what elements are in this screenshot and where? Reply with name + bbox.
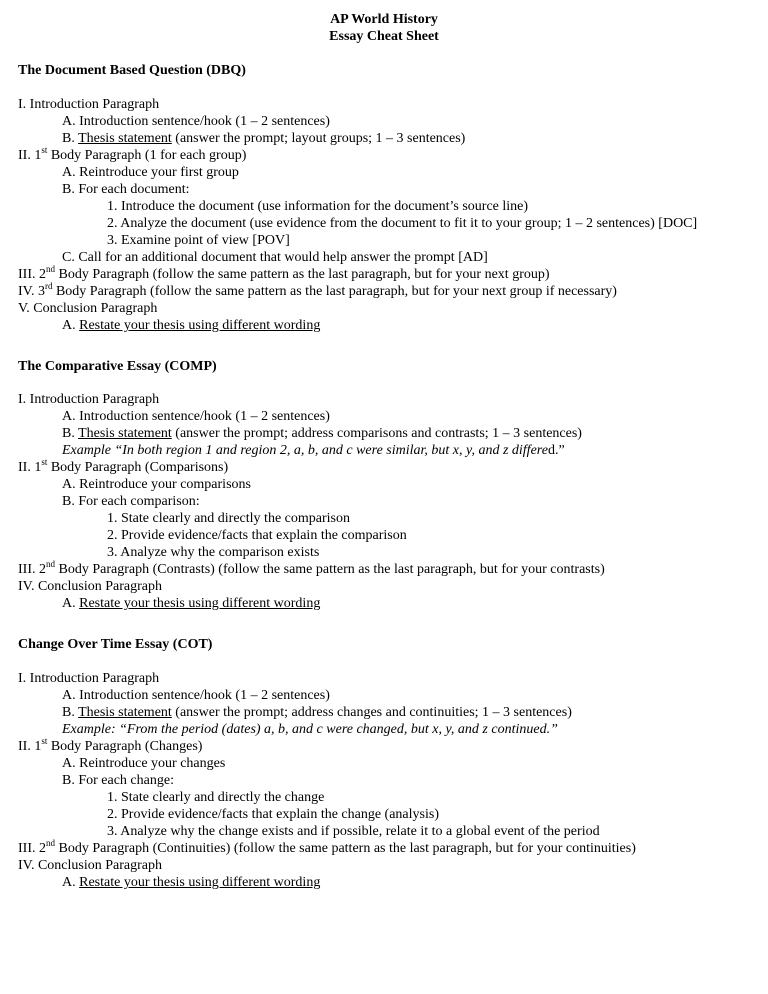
cot-example: Example: “From the period (dates) a, b, and c were changed, but x, y, and z continued.” (62, 722, 558, 737)
comp-line-5-rest: Body Paragraph (Comparisons) (47, 460, 229, 475)
comp-line-6: A. Reintroduce your comparisons (62, 477, 251, 492)
comp-line-13-prefix: A. (62, 596, 80, 611)
dbq-line-14-prefix: A. (62, 318, 80, 333)
cot-line-5 (18, 738, 202, 755)
cot-line-10: 3. Analyze why the change exists and if possible, relate it to a global event of the period (107, 824, 600, 839)
cot-line-1: I. Introduction Paragraph (18, 671, 160, 686)
dbq-line-10: C. Call for an additional document that would help answer the prompt [AD] (62, 250, 488, 265)
comp-line-11-rest: Body Paragraph (Contrasts) (follow the same pattern as the last paragraph, but for your contrasts) (55, 562, 605, 577)
comp-line-9: 2. Provide evidence/facts that explain the comparison (107, 528, 407, 543)
comp-line-13 (62, 595, 320, 612)
cot-line-8: 1. State clearly and directly the change (107, 790, 325, 805)
comp-line-3 (62, 425, 582, 442)
document-title: AP World History (330, 12, 438, 27)
dbq-line-11-sup: nd (46, 264, 55, 274)
comp-thesis-term: Thesis statement (78, 426, 172, 441)
dbq-line-3 (62, 130, 465, 147)
comp-line-11-sup: nd (46, 559, 55, 569)
cot-restate-thesis: Restate your thesis using different wording (79, 875, 321, 890)
dbq-line-12-prefix: IV. 3 (18, 284, 45, 299)
dbq-heading: The Document Based Question (DBQ) (18, 63, 246, 78)
comp-line-3-rest: (answer the prompt; address comparisons and contrasts; 1 – 3 sentences) (171, 426, 582, 441)
dbq-line-13: V. Conclusion Paragraph (18, 301, 158, 316)
comp-example-end: d.” (547, 443, 565, 458)
dbq-line-11-rest: Body Paragraph (follow the same pattern as the last paragraph, but for your next group) (55, 267, 550, 282)
cot-line-12: IV. Conclusion Paragraph (18, 858, 162, 873)
comp-line-8: 1. State clearly and directly the comparison (107, 511, 350, 526)
cot-line-2: A. Introduction sentence/hook (1 – 2 sentences) (62, 688, 330, 703)
dbq-line-2: A. Introduction sentence/hook (1 – 2 sentences) (62, 114, 330, 129)
comp-line-5-prefix: II. 1 (18, 460, 42, 475)
dbq-line-14 (62, 317, 320, 334)
cot-line-9: 2. Provide evidence/facts that explain the change (analysis) (107, 807, 439, 822)
comp-example (62, 442, 565, 459)
dbq-line-3-rest: (answer the prompt; layout groups; 1 – 3 sentences) (171, 131, 466, 146)
dbq-line-3-prefix: B. (62, 131, 79, 146)
cot-line-3-prefix: B. (62, 705, 79, 720)
dbq-line-8: 2. Analyze the document (use evidence from the document to fit it to your group; 1 – 2 sentences) [DOC] (107, 216, 698, 231)
dbq-line-12-rest: Body Paragraph (follow the same pattern as the last paragraph, but for your next group if necessary) (52, 284, 617, 299)
comp-line-11-prefix: III. 2 (18, 562, 46, 577)
dbq-line-12-sup: rd (44, 281, 53, 291)
document-subtitle: Essay Cheat Sheet (329, 29, 439, 44)
comp-example-italic: Example “In both region 1 and region 2, a, b, and c were similar, but x, y, and z differe (62, 443, 548, 458)
comp-restate-thesis: Restate your thesis using different wording (79, 596, 321, 611)
cot-line-5-rest: Body Paragraph (Changes) (47, 739, 203, 754)
cot-line-5-sup: st (41, 736, 48, 746)
cot-line-5-prefix: II. 1 (18, 739, 42, 754)
comp-line-3-prefix: B. (62, 426, 79, 441)
cot-line-3 (62, 704, 572, 721)
cot-line-11-prefix: III. 2 (18, 841, 46, 856)
dbq-line-6: B. For each document: (62, 182, 190, 197)
dbq-line-1: I. Introduction Paragraph (18, 97, 160, 112)
dbq-thesis-term: Thesis statement (78, 131, 172, 146)
comp-line-5-sup: st (41, 457, 48, 467)
dbq-line-11 (18, 266, 550, 283)
comp-heading: The Comparative Essay (COMP) (18, 359, 217, 374)
dbq-line-4-sup: st (41, 145, 48, 155)
cot-line-13 (62, 874, 320, 891)
cot-line-6: A. Reintroduce your changes (62, 756, 226, 771)
cot-line-11-rest: Body Paragraph (Continuities) (follow the same pattern as the last paragraph, but for your continuities) (55, 841, 636, 856)
dbq-line-7: 1. Introduce the document (use information for the document’s source line) (107, 199, 529, 214)
cot-line-11 (18, 840, 636, 857)
cot-line-11-sup: nd (46, 838, 55, 848)
comp-line-10: 3. Analyze why the comparison exists (107, 545, 320, 560)
dbq-line-5: A. Reintroduce your first group (62, 165, 239, 180)
comp-line-11 (18, 561, 605, 578)
dbq-line-4-rest: Body Paragraph (1 for each group) (47, 148, 247, 163)
comp-line-2: A. Introduction sentence/hook (1 – 2 sentences) (62, 409, 330, 424)
cot-heading: Change Over Time Essay (COT) (18, 637, 213, 652)
cot-thesis-term: Thesis statement (78, 705, 172, 720)
cot-line-7: B. For each change: (62, 773, 174, 788)
dbq-line-4-prefix: II. 1 (18, 148, 42, 163)
comp-line-7: B. For each comparison: (62, 494, 200, 509)
dbq-restate-thesis: Restate your thesis using different wording (79, 318, 321, 333)
cot-line-13-prefix: A. (62, 875, 80, 890)
dbq-line-11-prefix: III. 2 (18, 267, 46, 282)
comp-line-12: IV. Conclusion Paragraph (18, 579, 162, 594)
dbq-line-9: 3. Examine point of view [POV] (107, 233, 290, 248)
comp-line-5 (18, 459, 228, 476)
cot-line-3-rest: (answer the prompt; address changes and continuities; 1 – 3 sentences) (171, 705, 572, 720)
dbq-line-4 (18, 147, 246, 164)
dbq-line-12 (18, 283, 617, 300)
comp-line-1: I. Introduction Paragraph (18, 392, 160, 407)
